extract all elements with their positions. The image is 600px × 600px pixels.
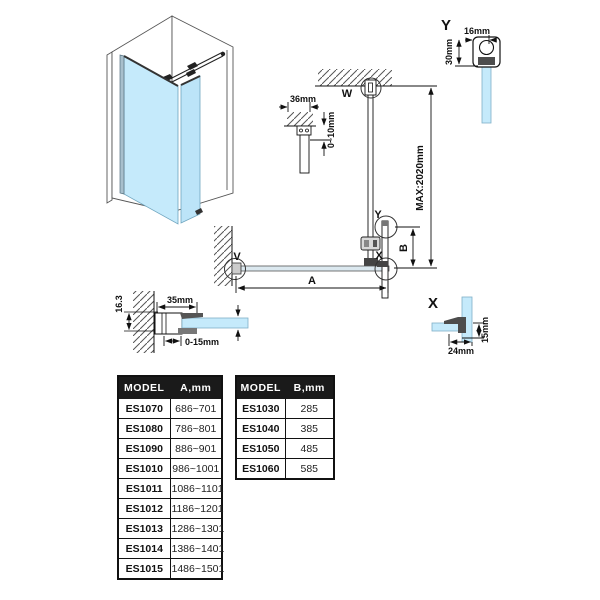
max-height-label: MAX:2020mm <box>415 145 426 211</box>
model-cell: ES1010 <box>118 459 170 479</box>
detail-x <box>428 295 490 356</box>
clamp-grip-2 <box>373 240 377 247</box>
model-cell: ES1013 <box>118 519 170 539</box>
y-bar-section <box>480 41 494 55</box>
ceiling-adjust-label: 0~10mm <box>326 111 336 149</box>
table-row <box>118 399 222 419</box>
dim-a-label: A <box>308 275 316 287</box>
value-cell: 585 <box>285 459 334 480</box>
table-b-head <box>236 376 334 399</box>
wall-left-edge <box>107 52 112 203</box>
table-row <box>118 559 222 580</box>
value-cell: 485 <box>285 439 334 459</box>
column-header: A,mm <box>170 376 222 399</box>
bracket-pole <box>300 135 309 173</box>
column-header: MODEL <box>118 376 170 399</box>
detail-y <box>441 17 500 123</box>
value-cell: 1486~1501 <box>170 559 222 580</box>
value-cell: 385 <box>285 419 334 439</box>
value-cell: 986~1001 <box>170 459 222 479</box>
return-edge-cap <box>382 221 388 226</box>
marker-v-label: V <box>233 251 241 263</box>
value-cell: 1386~1401 <box>170 539 222 559</box>
model-cell: ES1070 <box>118 399 170 419</box>
table-row <box>118 499 222 519</box>
model-cell: ES1040 <box>236 419 285 439</box>
model-cell: ES1011 <box>118 479 170 499</box>
value-cell: 285 <box>285 399 334 419</box>
wall-bracket-v <box>232 263 241 274</box>
section-wall-hatch <box>133 291 154 353</box>
glass-panel-return <box>181 76 200 223</box>
model-cell: ES1030 <box>236 399 285 419</box>
model-table-b <box>235 375 335 480</box>
marker-x-label: X <box>375 250 383 262</box>
table-a-body <box>118 399 225 580</box>
wall-profile-section <box>114 291 248 353</box>
table-row <box>118 419 222 439</box>
y-clamp-dark <box>478 57 495 65</box>
column-header: MODEL <box>236 376 285 399</box>
value-cell: 686~701 <box>170 399 222 419</box>
bracket-ceiling-hatch <box>287 112 313 126</box>
table-row <box>118 519 222 539</box>
wall-hatch <box>214 226 232 286</box>
dim-b-label: B <box>398 244 410 252</box>
marker-y-label: Y <box>374 209 382 221</box>
table-row <box>118 459 222 479</box>
profile-spring <box>178 328 197 334</box>
value-cell: 1186~1201 <box>170 499 222 519</box>
return-edge-strip <box>382 221 388 298</box>
column-header: B,mm <box>285 376 334 399</box>
elevation-view <box>214 69 437 298</box>
glass-wall-profile <box>120 55 124 194</box>
ceiling-hatch <box>318 69 392 86</box>
x-height-label: 15mm <box>480 316 490 344</box>
x-width-label: 24mm <box>447 346 475 356</box>
table-a-head <box>118 376 222 399</box>
x-glass-horizontal <box>432 323 462 331</box>
table-row <box>236 419 334 439</box>
table-row <box>236 399 334 419</box>
model-cell: ES1090 <box>118 439 170 459</box>
model-cell: ES1015 <box>118 559 170 580</box>
table-row <box>236 459 334 480</box>
marker-w-label: W <box>341 88 353 100</box>
section-depth-label: 35mm <box>166 295 194 305</box>
value-cell: 786~801 <box>170 419 222 439</box>
table-row <box>118 539 222 559</box>
section-adjust-label: 0-15mm <box>185 337 220 347</box>
value-cell: 1086~1101 <box>170 479 222 499</box>
table-row <box>118 479 222 499</box>
model-cell: ES1060 <box>236 459 285 480</box>
y-clamp-height-label: 30mm <box>444 38 454 66</box>
profile-body <box>155 313 182 334</box>
glass-in-profile <box>182 318 248 328</box>
detail-x-title: X <box>427 295 439 312</box>
glass-top-edge-bar <box>236 266 389 271</box>
model-cell: ES1080 <box>118 419 170 439</box>
model-cell: ES1012 <box>118 499 170 519</box>
model-cell: ES1050 <box>236 439 285 459</box>
y-bar-diameter-label: 16mm <box>463 26 491 36</box>
clamp-grip-1 <box>364 240 369 247</box>
ceiling-bracket-detail <box>279 94 336 173</box>
model-table-a <box>117 375 223 580</box>
table-b-body <box>236 399 334 480</box>
value-cell: 886~901 <box>170 439 222 459</box>
support-pole <box>368 94 373 259</box>
model-cell: ES1014 <box>118 539 170 559</box>
detail-y-title: Y <box>440 17 452 34</box>
section-offset-label: 16.3 <box>114 295 124 313</box>
wall-anchor <box>221 52 225 56</box>
table-row <box>236 439 334 459</box>
value-cell: 1286~1301 <box>170 519 222 539</box>
table-row <box>118 439 222 459</box>
ceiling-mount <box>365 80 376 95</box>
bracket-width-label: 36mm <box>289 94 317 104</box>
adjustable-clamp <box>361 237 380 250</box>
